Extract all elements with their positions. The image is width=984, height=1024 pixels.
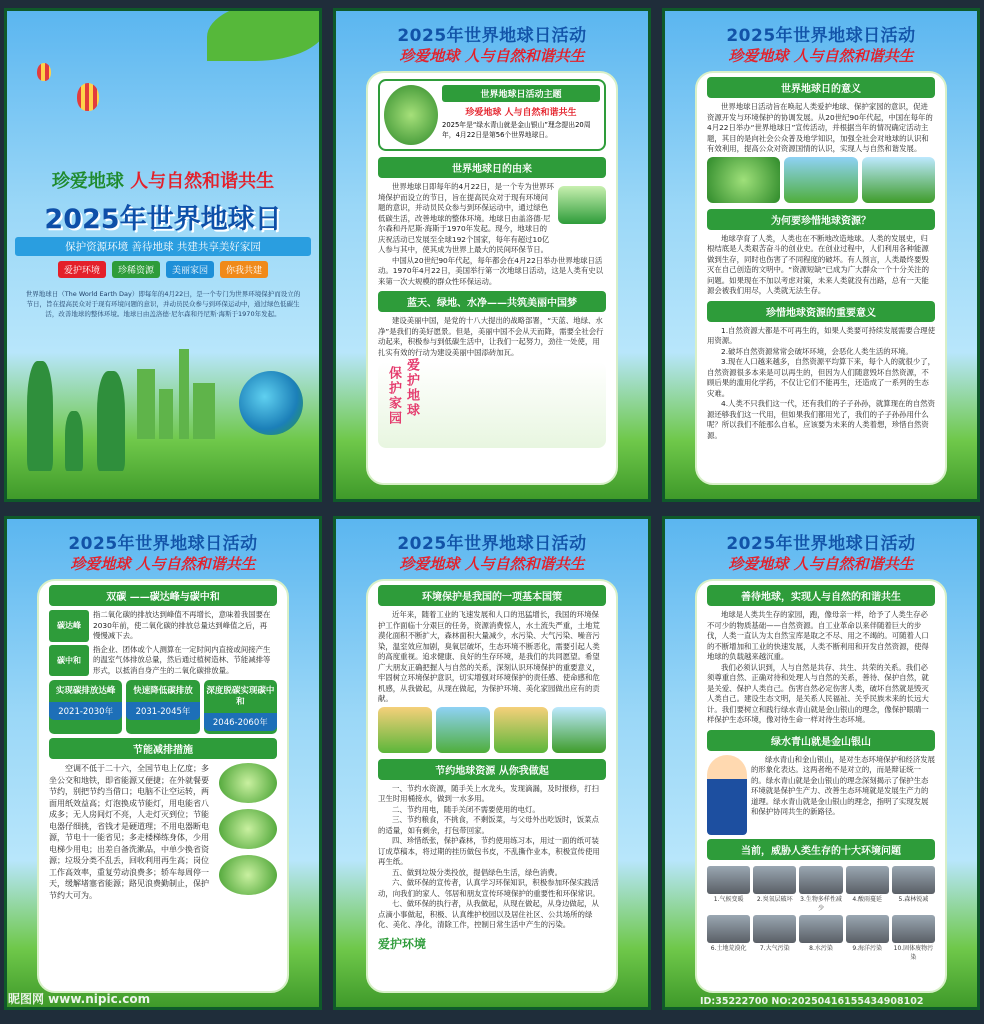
section-heading: 善待地球，实现人与自然的和谐共生 bbox=[707, 585, 935, 606]
tag: 爱护环境 bbox=[58, 261, 106, 278]
earth-day-photo bbox=[558, 186, 606, 224]
list-item: 七、做环保的执行者，从我做起，从现在做起，从身边做起，从点滴小事做起，积极、认真维护校园以及居住社区、公共场所的绿化、美化、净化，清除工作，控制日常生活中产生的污染。 bbox=[378, 899, 599, 929]
content-card bbox=[695, 71, 947, 485]
vertical-slogan: 爱护地球 bbox=[404, 358, 419, 418]
eco-icons bbox=[219, 763, 277, 901]
content-card bbox=[695, 579, 947, 993]
green-text-photo bbox=[862, 157, 935, 203]
family-silhouette bbox=[27, 361, 53, 471]
poster-title: 2025年世界地球日活动 bbox=[397, 26, 587, 46]
family-silhouette bbox=[65, 411, 83, 471]
section-text: 空调不低于二十六，全国节电上亿度；多坐公交和地铁，即省能源又便捷；在外就餐要节约，别把节约当借口；电脑不让空运转，两面用纸效益高；灯泡换成节能灯，用电能省八成多；无人房间灯不亮，人走灯灭到位；节能电器仔细挑，省钱才是硬道理；不用电器断电源，节电十一能省见；多走楼梯练身体，少用电梯少用电；出差自备洗漱品，中单少换省资源；垃圾分类不乱丢，回收利用再生高；岗位工作高效率，重复劳动浪费多；轿车每周停一天，缓解堵塞省能源；路见浪费勤制止，保护节约大可为。 bbox=[49, 764, 209, 900]
list-item: 3.现在人口越来越多，自然资源平均算下来，每个人的就很少了，自然资源很多本来是可以再生的，但因为人们随意毁坏自然资源，不顾后果的滥用化学药，不仅让它们不能再生，还造成了一系列的生态灾难。 bbox=[707, 357, 935, 398]
section-heading: 蓝天、绿地、水净——共筑美丽中国梦 bbox=[378, 291, 606, 312]
phase-box: 快速降低碳排放 2031-2045年 bbox=[126, 680, 199, 734]
section-text: 世界地球日活动旨在唤起人类爱护地球、保护家园的意识，促进资源开发与环境保护的协调发展。从20世纪90年代起，中国在每年的4月22日举办“世界地球日”宣传活动，并根据当年的情况确定活动主题，其目的是向社会公众普及地学知识，加强全社会对地球的认识和有效利用，提高公众对资源国情的认识，实现人与自然和谐发展。 bbox=[707, 102, 933, 153]
list-item: 四、珍惜纸张，保护森林，节约使用练习本，用过一面的纸可装订成草稿本，将过期的挂历做包书皮，不乱撕作业本，积极宣传使用再生纸。 bbox=[378, 836, 600, 866]
problem-item: 4.酸雨蔓延 bbox=[846, 866, 889, 912]
section-text: 近年来，随着工业的飞速发展和人口的迅猛增长，我国的环境保护工作面临十分艰巨的任务，资源消费惊人，水土流失严重，土地荒漠化面积不断扩大，森林面积大量减少，水污染、大气污染、噪音污染，温室效应加剧，臭氧层破坏，生态环境不断恶化，需要引起人类的高度重视。追求健康、良好的生存环境，是我们的共同愿望。希望广大朋友正确把握人与自然的关系，深刻认识环境保护的重要意义，牢固树立环境保护意识，切实增强对环境保护的责任感、使命感和危机感，从我做起，从现在做起，为保护环境、美化家园做出应有的贡献。 bbox=[378, 610, 600, 703]
problem-item: 2.臭氧层破坏 bbox=[753, 866, 796, 912]
leaves-decor bbox=[207, 8, 322, 61]
poster-protection bbox=[333, 516, 651, 1010]
definition-label: 碳达峰 bbox=[49, 610, 89, 642]
section-text: 我们必须认识到，人与自然是共存、共生、共荣的关系。我们必须尊重自然、正确对待和处理人与自然的关系，善待、保护自然，就是关爱、保护人类自己。伤害自然必定伤害人类，破坏自然就是毁灭人类自己。建设生态文明，是关系人民福祉、关乎民族未来的长远大计。我们要树立和践行绿水青山就是金山银山的理念，像保护眼睛一样保护生态环境，像对待生命一样对待生态环境。 bbox=[707, 662, 929, 724]
problem-item: 10.固体废物污染 bbox=[892, 915, 935, 961]
photo-row bbox=[697, 155, 945, 205]
poster-title: 2025年世界地球日活动 bbox=[68, 534, 258, 554]
poster-title: 2025年世界地球日活动 bbox=[726, 26, 916, 46]
section-heading: 为何要珍惜地球资源？ bbox=[707, 209, 935, 230]
illustration bbox=[494, 707, 548, 753]
list-item: 三、节约粮食，不挑食，不剩饭菜，与父母外出吃饭时，饭菜点的适量，如有剩余，打包带回家。 bbox=[378, 815, 599, 835]
problem-item: 8.水污染 bbox=[799, 915, 842, 961]
problem-grid bbox=[697, 864, 945, 963]
section-text: 建设美丽中国，是党的十八大提出的战略部署，“天蓝、地绿、水净”是我们的美好愿景。但是，美丽中国不会从天而降，需要全社会行动起来，积极参与到低碳生活中，让我们一起努力，劲往一处使，用扎实有效的行动为建设美丽中国添砖加瓦。 bbox=[378, 316, 604, 357]
list-item: 4.人类不只我们这一代，还有我们的子子孙孙，就算现在的自然资源还够我们这一代用，但如果我们都用光了，我们的子子孙孙用什么呢？所以我们不能那么自私，应该要为未来的人类着想，珍惜自然资源。 bbox=[707, 399, 935, 440]
vertical-slogan: 保护家园 bbox=[386, 366, 401, 426]
list-item: 五、做到垃圾分类投放，提倡绿色生活，绿色消费。 bbox=[392, 867, 562, 877]
phase-box: 深度脱碳实现碳中和 2046-2060年 bbox=[204, 680, 277, 734]
section-heading: 珍惜地球资源的重要意义 bbox=[707, 301, 935, 322]
section-heading: 绿水青山就是金山银山 bbox=[707, 730, 935, 751]
kids-illustration bbox=[378, 358, 606, 448]
hot-air-balloon-icon bbox=[77, 83, 99, 111]
definition-text: 指二氧化碳的排放达到峰值不再增长，意味着我国要在2030年前，使二氧化碳的排放总量达到峰值之后，再慢慢减下去。 bbox=[93, 610, 271, 640]
poster-cover bbox=[4, 8, 322, 502]
city-building bbox=[159, 389, 173, 439]
definition-text: 指企业、团体或个人测算在一定时间内直接或间接产生的温室气体排放总量，然后通过植树造林、节能减排等形式，以抵消自身产生的二氧化碳排放量。 bbox=[93, 644, 271, 675]
cover-subtitle: 保护资源环境 善待地球 共建共享美好家园 bbox=[15, 237, 311, 256]
section-heading: 世界地球日的意义 bbox=[707, 77, 935, 98]
list-item: 六、做环保的宣传者，认真学习环保知识，积极参加环保实践活动，向我们的家人、邻居和朋友宣传环境保护的重要性和环保常识。 bbox=[378, 878, 600, 898]
poster-subtitle: 珍爱地球 人与自然和谐共生 bbox=[728, 47, 914, 65]
definition-row bbox=[49, 610, 277, 642]
cover-slogan: 珍爱地球 人与自然和谐共生 bbox=[51, 171, 275, 192]
list-item: 2.破坏自然资源常常会破坏环境，会恶化人类生活的环境。 bbox=[721, 346, 913, 356]
tree-in-hands-icon bbox=[384, 85, 438, 145]
section-heading: 双碳 ——碳达峰与碳中和 bbox=[49, 585, 277, 606]
presenter-illustration bbox=[707, 755, 747, 835]
section-text: 地球是人类共生存的家园，跑，像母亲一样，给予了人类生存必不可少的物质基础——自然资源。自工业革命以来伴随着巨大的步伐，人类一直认为太自然宝库是取之不尽、用之不竭的。可随着人口的不断增加和工业的快速发展，人类不断利用和开发自然资源，使得地球的负载越来越沉重。 bbox=[707, 610, 929, 661]
green-globe-photo bbox=[707, 157, 780, 203]
definition-row bbox=[49, 645, 277, 677]
illustration bbox=[552, 707, 606, 753]
problem-item: 9.海洋污染 bbox=[846, 915, 889, 961]
field-photo bbox=[784, 157, 857, 203]
illustration-row bbox=[368, 705, 616, 755]
eco-badge: 爱护环境 bbox=[378, 936, 427, 951]
section-heading: 世界地球日的由来 bbox=[378, 157, 606, 178]
list-item: 1.自然资源大都是不可再生的，如果人类要可持续发展需要合理使用资源。 bbox=[707, 325, 935, 345]
poster-title: 2025年世界地球日活动 bbox=[397, 534, 587, 554]
poster-meaning bbox=[662, 8, 980, 502]
poster-subtitle: 珍爱地球 人与自然和谐共生 bbox=[399, 555, 585, 573]
poster-origin bbox=[333, 8, 651, 502]
problem-item: 1.气候变暖 bbox=[707, 866, 750, 912]
poster-harmony bbox=[662, 516, 980, 1010]
phase-box: 实现碳排放达峰 2021-2030年 bbox=[49, 680, 122, 734]
theme-text: 2025年是“绿水青山就是金山银山”理念提出20周年，4月22日是第56个世界地球日。 bbox=[442, 121, 591, 139]
theme-box bbox=[378, 79, 606, 151]
section-heading: 环境保护是我国的一项基本国策 bbox=[378, 585, 606, 606]
section-text: 世界地球日即每年的4月22日，是一个专为世界环境保护而设立的节日，旨在提高民众对于现有环境问题的意识，并动员民众参与到环保运动中，通过绿色低碳生活，改善地球的整体环境。地球日由盖洛德·尼尔森和丹尼斯·海斯于1970年发起。现今，地球日的庆祝活动已发展至全球192个国家，每年有超过10亿人参与其中，使其成为世界上最大的民间环保节日。 bbox=[378, 182, 554, 254]
leaf-globe-icon bbox=[219, 763, 277, 803]
poster-title: 2025年世界地球日活动 bbox=[726, 534, 916, 554]
section-heading: 节能减排措施 bbox=[49, 738, 277, 759]
city-building bbox=[193, 383, 215, 439]
definition-label: 碳中和 bbox=[49, 645, 89, 677]
cover-tags bbox=[17, 261, 309, 278]
phase-row bbox=[49, 680, 277, 734]
tag: 美丽家园 bbox=[166, 261, 214, 278]
light-bulb-icon bbox=[219, 809, 277, 849]
watermark-right: ID:35222700 NO:20250416155434908102 bbox=[700, 996, 924, 1007]
content-card bbox=[37, 579, 289, 993]
poster-subtitle: 珍爱地球 人与自然和谐共生 bbox=[70, 555, 256, 573]
content-card bbox=[366, 71, 618, 485]
problem-item: 6.土地荒漠化 bbox=[707, 915, 750, 961]
cover-intro: 世界地球日（The World Earth Day）即每年的4月22日，是一个专门为世界环境保护而设立的节日，旨在提高民众对于现有环境问题的意识，并动员民众参与到环保运动中，通过绿色低碳生活，改善地球的整体环境。地球日由盖洛德·尼尔森和丹尼斯·海斯于1970年发起。 bbox=[25, 290, 301, 318]
theme-heading: 世界地球日活动主题 bbox=[442, 85, 600, 102]
poster-subtitle: 珍爱地球 人与自然和谐共生 bbox=[399, 47, 585, 65]
problem-item: 3.生物多样性减少 bbox=[799, 866, 842, 912]
family-silhouette bbox=[97, 371, 125, 471]
forest-icon bbox=[219, 855, 277, 895]
city-building bbox=[137, 369, 155, 439]
illustration bbox=[436, 707, 490, 753]
theme-slogan: 珍爱地球 人与自然和谐共生 bbox=[465, 108, 577, 118]
poster-carbon bbox=[4, 516, 322, 1010]
illustration bbox=[378, 707, 432, 753]
problem-item: 5.森林锐减 bbox=[892, 866, 935, 912]
list-item: 二、节约用电，随手关闭不需要使用的电灯。 bbox=[392, 804, 540, 814]
section-text: 绿水青山和金山银山，是对生态环境保护和经济发展的形象化表达。这两者绝不是对立的，而是辩证统一的。绿水青山就是金山银山的理念深刻揭示了保护生态环境就是保护生产力、改善生态环境就是发展生产力的道理。绿水青山就是金山银山的理念，指明了实现发展和保护协同共生的新路径。 bbox=[751, 754, 935, 816]
section-heading: 节约地球资源 从你我做起 bbox=[378, 759, 606, 780]
problem-item: 7.大气污染 bbox=[753, 915, 796, 961]
section-text: 地球孕育了人类，人类也在不断地改造地球。人类的发展史，归根结底是人类艰苦奋斗的创业史。在创业过程中，人们利用各种能源做到生存，同时也伤害了不同程度的破坏。有人预言，人类最终要毁灭在自己创造的文明中。“资源短缺”已成为广大群众一个十分关注的问题。如果现在不加以考虑对策，未来人类就没有出路，总有一天能源会被我们用尽，人类就无法生存。 bbox=[707, 233, 929, 295]
section-heading: 当前，威胁人类生存的十大环境问题 bbox=[707, 839, 935, 860]
section-text: 中国从20世纪90年代起，每年都会在4月22日举办世界地球日活动。1970年4月22日，美国举行第一次地球日活动，这是人类有史以来第一次大规模的群众性环保运动。 bbox=[378, 255, 604, 286]
cover-title: 2025年世界地球日 bbox=[44, 204, 282, 235]
list-item: 一、节约水资源，随手关上水龙头，发现滴漏，及时报修，打扫卫生时用桶接水，做到一水多用。 bbox=[378, 783, 599, 803]
globe-icon bbox=[239, 371, 303, 435]
city-building bbox=[179, 349, 189, 439]
content-card bbox=[366, 579, 618, 993]
tag: 珍稀资源 bbox=[112, 261, 160, 278]
watermark-left: 昵图网 www.nipic.com bbox=[8, 992, 151, 1006]
poster-subtitle: 珍爱地球 人与自然和谐共生 bbox=[728, 555, 914, 573]
tag: 你我共建 bbox=[220, 261, 268, 278]
hot-air-balloon-icon bbox=[37, 63, 51, 81]
